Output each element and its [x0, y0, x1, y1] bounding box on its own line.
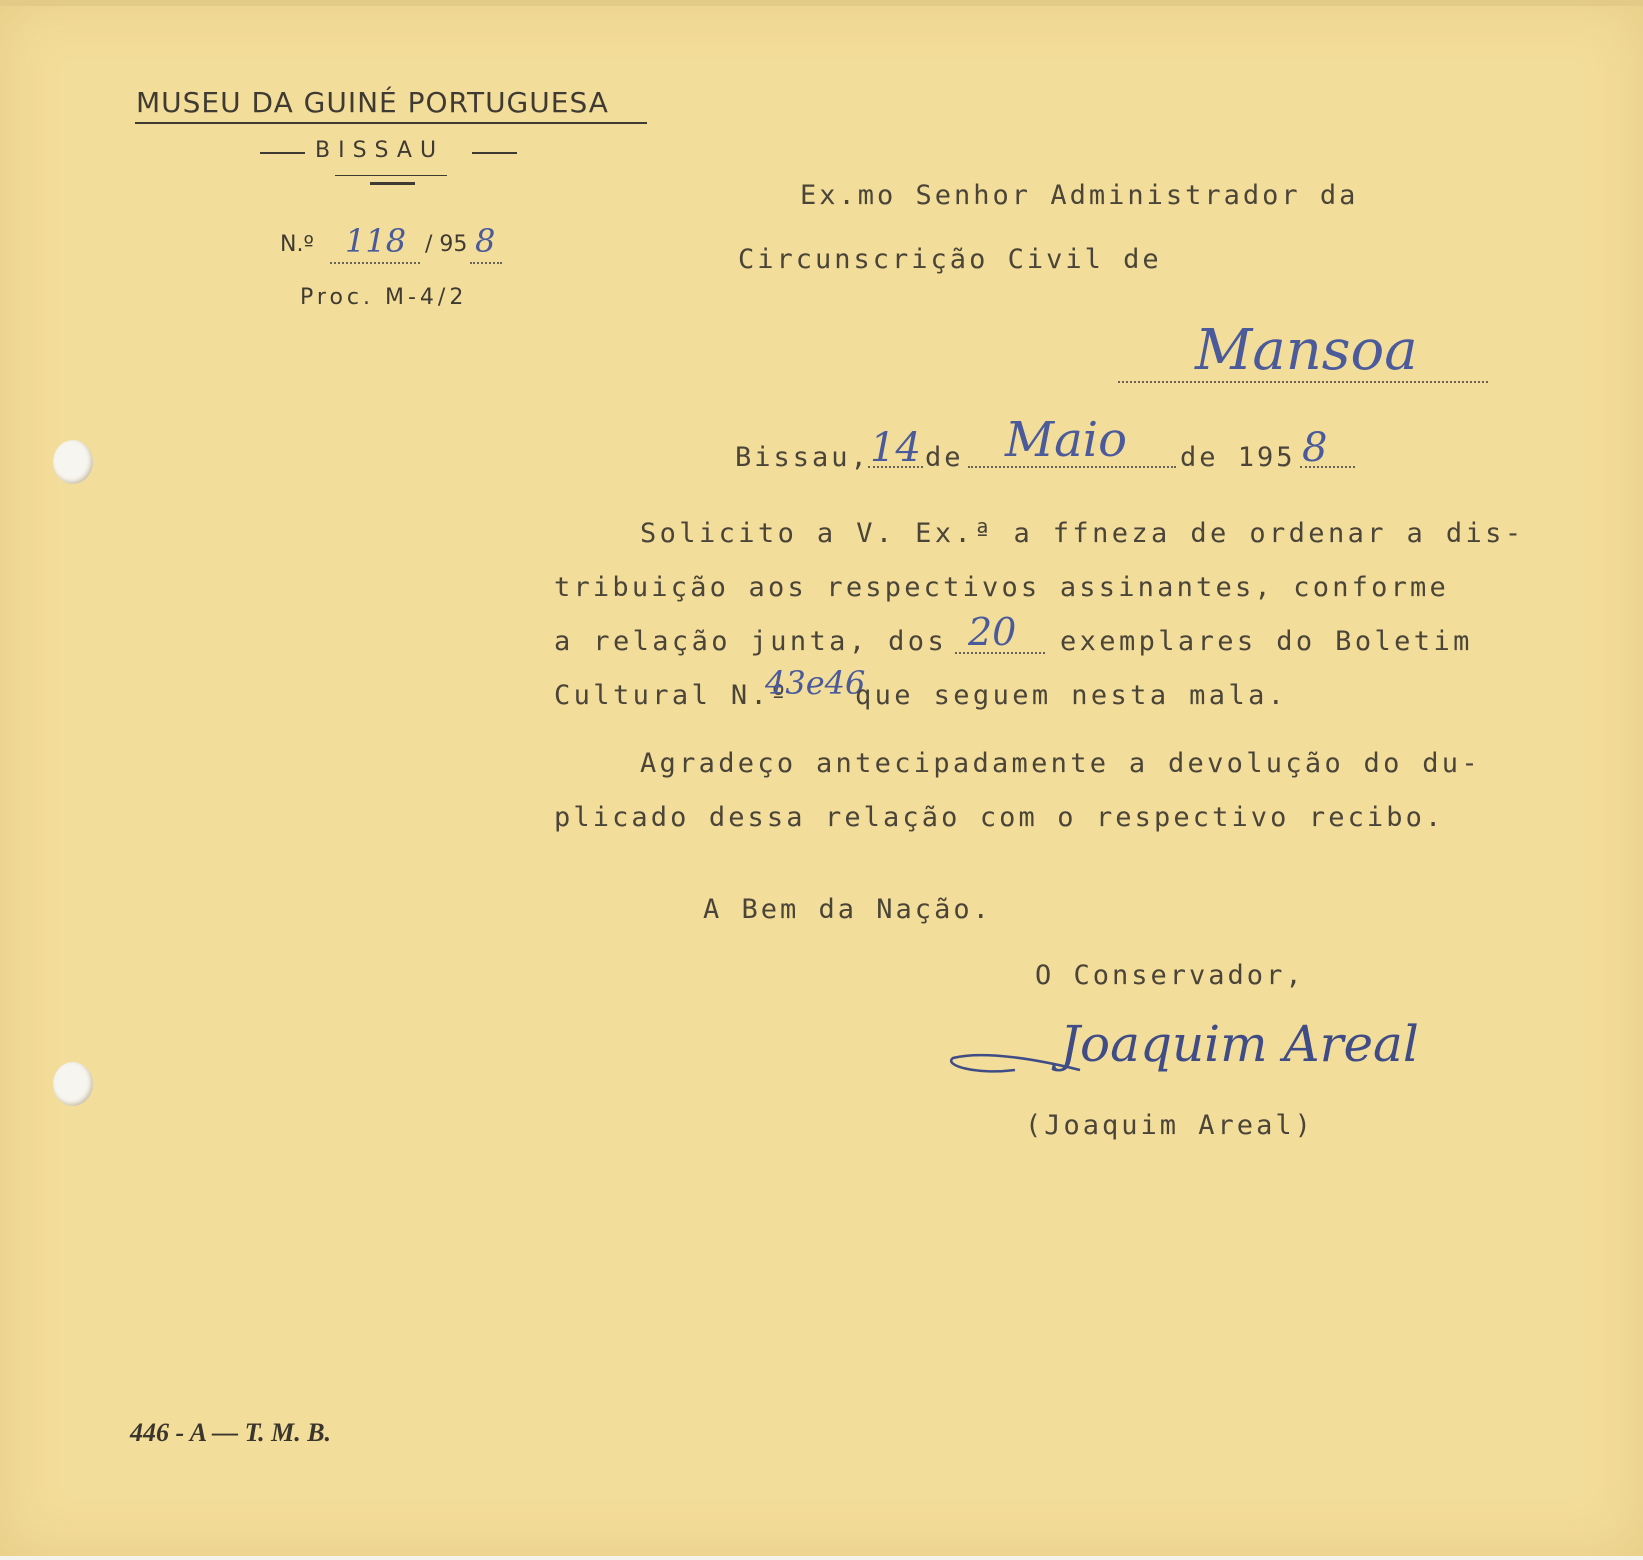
- body-p1-line-4a: Cultural N.º: [554, 680, 790, 711]
- print-code: 446 - A — T. M. B.: [130, 1418, 332, 1447]
- day-handwritten: 14: [870, 425, 921, 471]
- bulletin-number-handwritten: 43e46: [765, 664, 866, 702]
- number-handwritten: 118: [345, 222, 407, 260]
- punch-hole-top: [53, 440, 93, 484]
- body-p1-line-1: Solicito a V. Ex.ª a ffneza de ordenar a dis-: [640, 518, 1525, 549]
- punch-hole-bottom: [53, 1062, 93, 1106]
- body-p1-line-3b: exemplares do Boletim: [1060, 626, 1473, 657]
- date-de-2: de 195: [1180, 442, 1296, 473]
- letterhead-underline: [135, 122, 647, 124]
- process-reference: Proc. M-4/2: [300, 285, 468, 310]
- month-handwritten: Maio: [1005, 412, 1128, 468]
- date-city: Bissau,: [735, 442, 870, 473]
- handwritten-signature: Joaquim Areal: [1060, 1015, 1419, 1073]
- signatory-name: (Joaquim Areal): [1025, 1110, 1314, 1141]
- paper-edge: [0, 0, 1643, 6]
- institution-name: MUSEU DA GUINÉ PORTUGUESA: [136, 86, 609, 119]
- number-prefix: N.º: [280, 232, 314, 257]
- body-p2-line-2: plicado dessa relação com o respectivo recibo.: [554, 802, 1445, 833]
- date-de-1: de: [925, 442, 964, 473]
- year-dots: [470, 262, 502, 264]
- city-dash-right: [472, 152, 517, 154]
- ornament-bar: [370, 182, 415, 185]
- addressee-line-2: Circunscrição Civil de: [738, 244, 1162, 275]
- addressee-line-1: Ex.mo Senhor Administrador da: [800, 180, 1359, 211]
- body-p1-line-3a: a relação junta, dos: [554, 626, 948, 657]
- closing-salutation: A Bem da Nação.: [703, 894, 992, 925]
- place-handwritten: Mansoa: [1195, 318, 1418, 383]
- copies-handwritten: 20: [968, 610, 1017, 654]
- ornament-line: [335, 175, 447, 176]
- body-p2-line-1: Agradeço antecipadamente a devolução do du-: [640, 748, 1481, 779]
- number-dots: [330, 262, 420, 264]
- body-p1-line-2: tribuição aos respectivos assinantes, conforme: [554, 572, 1449, 603]
- institution-city: BISSAU: [315, 138, 445, 163]
- signature-flourish: [945, 1030, 1085, 1080]
- year-prefix: / 95: [425, 232, 468, 257]
- date-year-handwritten: 8: [1302, 425, 1328, 471]
- body-p1-line-4b: que seguem nesta mala.: [855, 680, 1288, 711]
- year-handwritten: 8: [475, 222, 496, 260]
- city-dash-left: [260, 152, 305, 154]
- closing-role: O Conservador,: [1035, 960, 1305, 991]
